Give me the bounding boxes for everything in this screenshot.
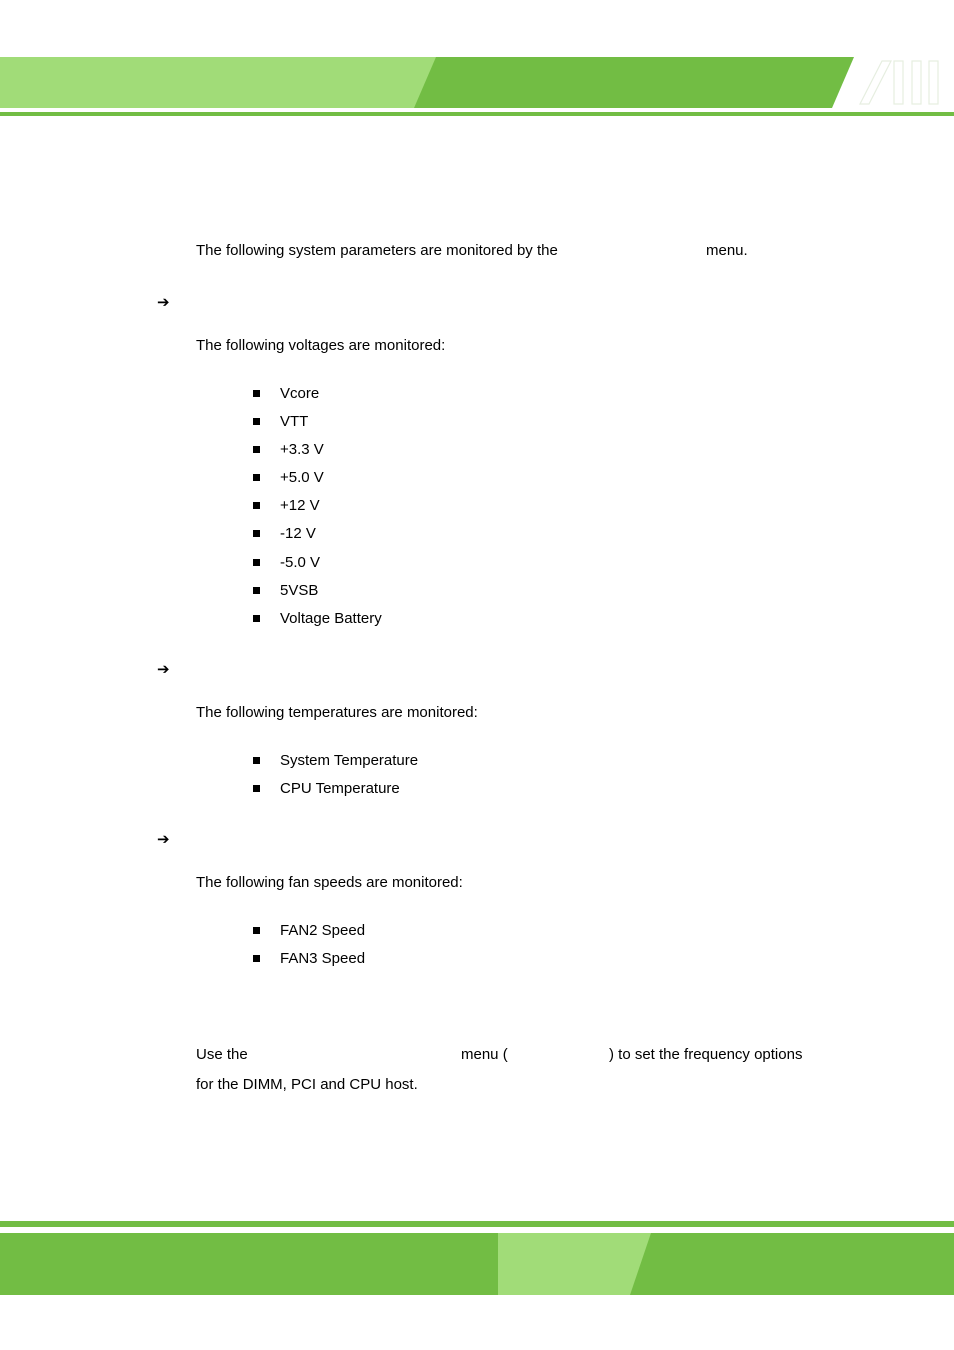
footer-rule	[0, 1221, 954, 1227]
brand-logo	[856, 60, 946, 105]
bullet-icon	[253, 559, 260, 566]
voltages-intro: The following voltages are monitored:	[196, 337, 446, 354]
bullet-icon	[253, 502, 260, 509]
bullet-icon	[253, 474, 260, 481]
list-item: +12 V	[280, 497, 320, 514]
frequency-text-part2: menu (	[461, 1046, 508, 1063]
frequency-text-part1: Use the	[196, 1046, 248, 1063]
header-banner-light	[0, 57, 436, 108]
frequency-text-line2: for the DIMM, PCI and CPU host.	[196, 1076, 418, 1093]
list-item: VTT	[280, 413, 309, 430]
temperatures-intro: The following temperatures are monitored:	[196, 704, 478, 721]
bullet-icon	[253, 955, 260, 962]
header-banner-dark	[414, 57, 854, 108]
list-item: +3.3 V	[280, 441, 324, 458]
list-item: +5.0 V	[280, 469, 324, 486]
bullet-icon	[253, 390, 260, 397]
section-arrow-icon: ➔	[157, 830, 170, 848]
bullet-icon	[253, 530, 260, 537]
intro-text-end: menu.	[706, 242, 748, 259]
frequency-text-part3: ) to set the frequency options	[609, 1046, 803, 1063]
list-item: System Temperature	[280, 752, 419, 769]
bullet-icon	[253, 587, 260, 594]
list-item: FAN2 Speed	[280, 922, 366, 939]
fan-speeds-intro: The following fan speeds are monitored:	[196, 874, 463, 891]
section-arrow-icon: ➔	[157, 660, 170, 678]
bullet-icon	[253, 757, 260, 764]
list-item: CPU Temperature	[280, 780, 400, 797]
list-item: Voltage Battery	[280, 610, 382, 627]
bullet-icon	[253, 615, 260, 622]
bullet-icon	[253, 418, 260, 425]
footer-banner-light	[498, 1233, 651, 1295]
list-item: -5.0 V	[280, 554, 321, 571]
list-item: FAN3 Speed	[280, 950, 366, 967]
list-item: 5VSB	[280, 582, 319, 599]
section-arrow-icon: ➔	[157, 293, 170, 311]
bullet-icon	[253, 446, 260, 453]
bullet-icon	[253, 927, 260, 934]
footer-banner-dark	[0, 1233, 954, 1295]
intro-text-start: The following system parameters are monitored by the	[196, 242, 558, 259]
header-rule	[0, 112, 954, 116]
list-item: Vcore	[280, 385, 320, 402]
list-item: -12 V	[280, 525, 316, 542]
bullet-icon	[253, 785, 260, 792]
